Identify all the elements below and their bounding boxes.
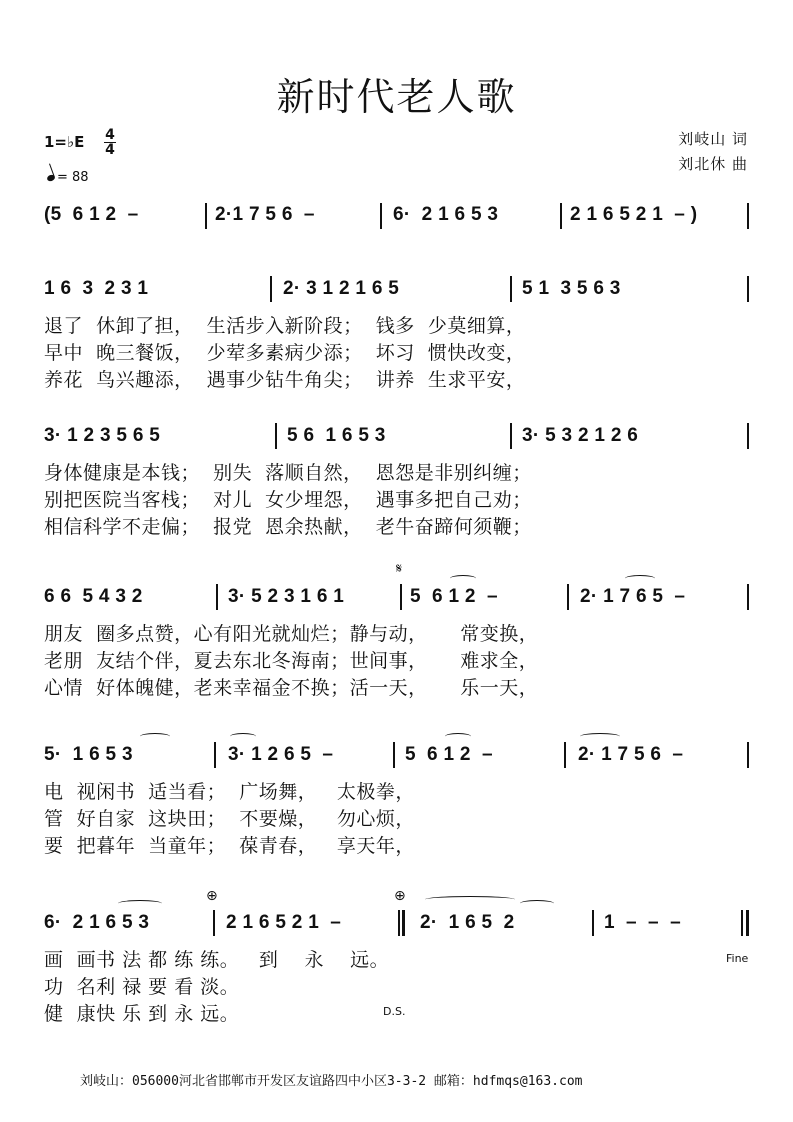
music-measure: 2· 1 7 6 5 – bbox=[580, 586, 697, 607]
final-barline bbox=[741, 910, 743, 936]
barline bbox=[380, 203, 382, 229]
slur bbox=[445, 733, 471, 740]
music-measure: 2·1 7 5 6 – bbox=[215, 204, 326, 225]
slur bbox=[118, 900, 162, 907]
segno-icon: 𝄋 bbox=[396, 561, 403, 577]
song-title: 新时代老人歌 bbox=[276, 75, 517, 119]
barline bbox=[216, 584, 218, 610]
coda-icon: ⊕ bbox=[394, 888, 406, 904]
lyric-line: 退了 休卸了担， 生活步入新阶段； 钱多 少莫细算， bbox=[44, 315, 526, 337]
lyric-line: 养花 鸟兴趣添， 遇事少钻牛角尖； 讲养 生求平安， bbox=[44, 369, 526, 391]
lyricist: 刘岐山 词 bbox=[678, 130, 748, 148]
time-signature bbox=[104, 128, 116, 157]
music-measure: 5 6 1 2 – bbox=[410, 586, 509, 607]
barline-double bbox=[402, 910, 405, 936]
ds-mark: D.S. bbox=[383, 1005, 406, 1018]
slur bbox=[580, 733, 620, 740]
barline bbox=[747, 276, 749, 302]
music-measure: 3· 1 2 3 5 6 5 bbox=[44, 425, 172, 446]
barline bbox=[560, 203, 562, 229]
music-measure: 6· 2 1 6 5 3 bbox=[393, 204, 510, 225]
music-measure: 2· 1 6 5 2 bbox=[420, 912, 526, 933]
barline bbox=[592, 910, 594, 936]
key-signature: 1=♭E bbox=[44, 133, 85, 151]
barline bbox=[400, 584, 402, 610]
lyric-line: 健 康快 乐 到 永 远。 bbox=[44, 1003, 240, 1025]
music-measure: 2 1 6 5 2 1 – ) bbox=[570, 204, 698, 225]
barline bbox=[213, 910, 215, 936]
slur bbox=[425, 896, 515, 903]
music-measure: 1 6 3 2 3 1 bbox=[44, 278, 160, 299]
music-measure: 2· 3 1 2 1 6 5 bbox=[283, 278, 411, 299]
barline bbox=[747, 584, 749, 610]
barline bbox=[564, 742, 566, 768]
quarter-note-icon bbox=[46, 174, 56, 182]
lyric-line: 朋友 圈多点赞，心有阳光就灿烂；静与动， 常变换， bbox=[44, 623, 539, 645]
music-measure: 5 1 3 5 6 3 bbox=[522, 278, 632, 299]
music-measure: 5 6 1 6 5 3 bbox=[287, 425, 397, 446]
barline bbox=[275, 423, 277, 449]
music-measure: 6· 2 1 6 5 3 bbox=[44, 912, 161, 933]
lyric-line: 老朋 友结个伴，夏去东北冬海南；世间事， 难求全， bbox=[44, 650, 539, 672]
music-measure: 5 6 1 2 – bbox=[405, 744, 504, 765]
music-measure: 1 – – – bbox=[604, 912, 693, 933]
barline bbox=[214, 742, 216, 768]
lyric-line: 别把医院当客栈； 对儿 女少埋怨， 遇事多把自己劝； bbox=[44, 489, 532, 511]
lyric-line: 早中 晚三餐饭， 少荤多素病少添； 坏习 惯快改变， bbox=[44, 342, 526, 364]
barline bbox=[398, 910, 400, 936]
coda-icon: ⊕ bbox=[206, 888, 218, 904]
music-measure: 3· 5 3 2 1 2 6 bbox=[522, 425, 650, 446]
music-measure: 2 1 6 5 2 1 – bbox=[226, 912, 353, 933]
lyric-line: 画 画书 法 都 练 练。 到 永 远。 bbox=[44, 949, 390, 971]
barline bbox=[270, 276, 272, 302]
slur bbox=[230, 733, 256, 740]
lyric-line: 功 名利 禄 要 看 淡。 bbox=[44, 976, 240, 998]
barline bbox=[567, 584, 569, 610]
lyric-line: 电 视闲书 适当看； 广场舞， 太极拳， bbox=[44, 781, 415, 803]
lyric-line: 心情 好体魄健，老来幸福金不换；活一天， 乐一天， bbox=[44, 677, 539, 699]
music-measure: (5 6 1 2 – bbox=[44, 204, 150, 225]
slur bbox=[140, 733, 170, 740]
contact-footer: 刘岐山：056000河北省邯郸市开发区友谊路四中小区3-3-2 邮箱：hdfmqs@163.com bbox=[80, 1074, 583, 1089]
final-barline-thick bbox=[746, 910, 749, 936]
tempo-value: = 88 bbox=[57, 170, 89, 185]
slur bbox=[520, 900, 554, 907]
barline bbox=[510, 276, 512, 302]
barline bbox=[747, 742, 749, 768]
music-measure: 5· 1 6 5 3 bbox=[44, 744, 145, 765]
tempo-mark bbox=[47, 170, 89, 185]
lyric-line: 管 好自家 这块田； 不要燥， 勿心烦， bbox=[44, 808, 415, 830]
barline bbox=[205, 203, 207, 229]
slur bbox=[450, 575, 476, 582]
barline bbox=[510, 423, 512, 449]
barline bbox=[747, 203, 749, 229]
lyric-line: 相信科学不走偏； 报党 恩余热献， 老牛奋蹄何须鞭； bbox=[44, 516, 532, 538]
fine-mark: Fine bbox=[726, 952, 749, 965]
composer: 刘北休 曲 bbox=[678, 155, 748, 173]
music-measure: 6 6 5 4 3 2 bbox=[44, 586, 154, 607]
meter-top: 4 bbox=[105, 127, 115, 143]
lyric-line: 身体健康是本钱； 别失 落顺自然， 恩怨是非别纠缠； bbox=[44, 462, 532, 484]
music-measure: 2· 1 7 5 6 – bbox=[578, 744, 695, 765]
barline bbox=[393, 742, 395, 768]
music-measure: 3· 5 2 3 1 6 1 bbox=[228, 586, 356, 607]
meter-bottom: 4 bbox=[105, 142, 115, 158]
lyric-line: 要 把暮年 当童年； 葆青春， 享天年， bbox=[44, 835, 415, 857]
barline bbox=[747, 423, 749, 449]
music-measure: 3· 1 2 6 5 – bbox=[228, 744, 345, 765]
slur bbox=[625, 575, 655, 582]
